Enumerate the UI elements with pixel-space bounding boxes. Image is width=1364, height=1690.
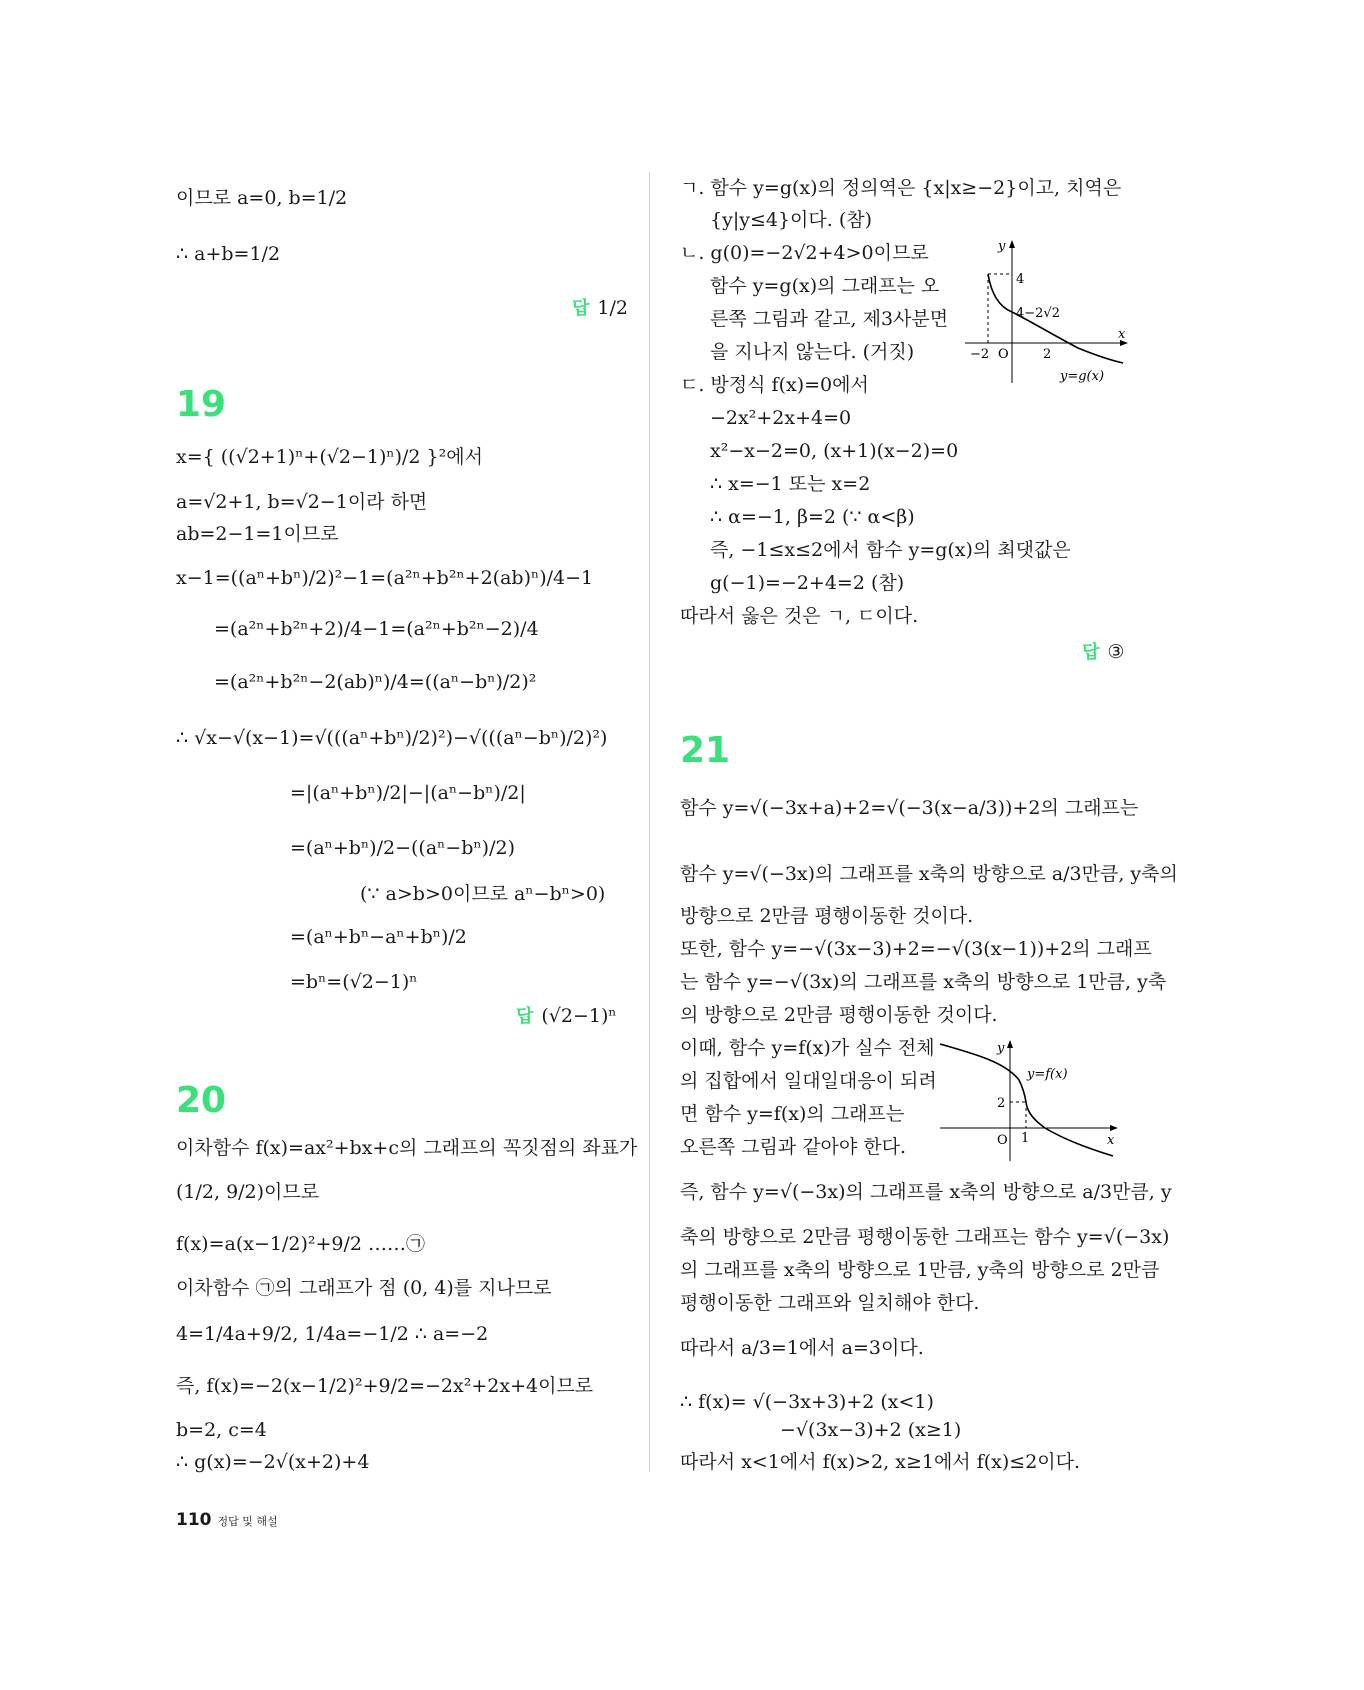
- tick-4m2r2: 4−2√2: [1016, 306, 1060, 321]
- p20-line: 이차함수 ㉠의 그래프가 점 (0, 4)를 지나므로: [176, 1277, 552, 1299]
- p20-line: b=2, c=4: [176, 1419, 267, 1441]
- p19-line: =(a²ⁿ+b²ⁿ+2)/4−1=(a²ⁿ+b²ⁿ−2)/4: [214, 618, 539, 640]
- p20-line: f(x)=a(x−1/2)²+9/2 ……㉠: [176, 1233, 426, 1255]
- p21-line: 즉, 함수 y=√(−3x)의 그래프를 x축의 방향으로 a/3만큼, y: [680, 1181, 1172, 1203]
- p20-cont-line: 른쪽 그림과 같고, 제3사분면: [710, 308, 949, 330]
- problem-number-19: 19: [176, 384, 227, 425]
- p21-line: 함수 y=√(−3x+a)+2=√(−3(x−a/3))+2의 그래프는: [680, 797, 1139, 819]
- p20-cont-line: {y|y≤4}이다. (참): [710, 209, 873, 231]
- graph-g: [960, 238, 1130, 388]
- p20-cont-line: ∴ x=−1 또는 x=2: [710, 473, 871, 495]
- p20-line: 이차함수 f(x)=ax²+bx+c의 그래프의 꼭짓점의 좌표가: [176, 1137, 638, 1159]
- curve-label: y=g(x): [1060, 369, 1105, 384]
- p20-cont-line: ㄴ. g(0)=−2√2+4>0이므로: [680, 242, 929, 264]
- p20-cont-line: ∴ α=−1, β=2 (∵ α<β): [710, 506, 915, 528]
- p21-line: 의 집합에서 일대일대응이 되려: [680, 1070, 937, 1092]
- answer-18: [572, 294, 628, 320]
- answer-tag: 답: [572, 298, 590, 319]
- answer-value: 1/2: [597, 297, 628, 319]
- curve-label: y=f(x): [1027, 1067, 1068, 1082]
- answer-tag: 답: [516, 1006, 534, 1027]
- x-label: x: [1118, 327, 1126, 342]
- p21-line: 따라서 x<1에서 f(x)>2, x≥1에서 f(x)≤2이다.: [680, 1451, 1081, 1473]
- p20-cont-line: g(−1)=−2+4=2 (참): [710, 572, 905, 594]
- intro-line-2: ∴ a+b=1/2: [176, 243, 281, 265]
- p21-line: 오른쪽 그림과 같아야 한다.: [680, 1136, 907, 1158]
- p20-cont-line: 따라서 옳은 것은 ㄱ, ㄷ이다.: [680, 605, 919, 627]
- p21-line: 는 함수 y=−√(3x)의 그래프를 x축의 방향으로 1만큼, y축: [680, 971, 1167, 993]
- p19-line: =(aⁿ+bⁿ−aⁿ+bⁿ)/2: [290, 926, 467, 948]
- y-axis-arrow: [1007, 1040, 1013, 1048]
- p21-line: 또한, 함수 y=−√(3x−3)+2=−√(3(x−1))+2의 그래프: [680, 938, 1152, 960]
- p21-line: 함수 y=√(−3x)의 그래프를 x축의 방향으로 a/3만큼, y축의: [680, 863, 1178, 885]
- intro-line-1: 이므로 a=0, b=1/2: [176, 187, 348, 209]
- y-label: y: [998, 239, 1006, 254]
- x-label: x: [1107, 1133, 1115, 1148]
- p19-line: a=√2+1, b=√2−1이라 하면: [176, 491, 428, 513]
- p20-line: ∴ g(x)=−2√(x+2)+4: [176, 1451, 370, 1473]
- p20-cont-line: −2x²+2x+4=0: [710, 407, 852, 429]
- p21-line: −√(3x−3)+2 (x≥1): [780, 1419, 962, 1441]
- answer-value: (√2−1)ⁿ: [541, 1005, 617, 1027]
- problem-number-21: 21: [680, 730, 731, 771]
- answer-19: [516, 1002, 617, 1028]
- p21-line: 의 그래프를 x축의 방향으로 1만큼, y축의 방향으로 2만큼: [680, 1259, 1160, 1281]
- x-axis-arrow: [1110, 1125, 1118, 1131]
- p20-line: (1/2, 9/2)이므로: [176, 1181, 320, 1203]
- p19-line: =(a²ⁿ+b²ⁿ−2(ab)ⁿ)/4=((aⁿ−bⁿ)/2)²: [214, 671, 537, 693]
- problem-number-20: 20: [176, 1080, 227, 1121]
- tick-4: 4: [1016, 272, 1025, 287]
- y-axis-arrow: [1009, 240, 1015, 248]
- p19-line: ab=2−1=1이므로: [176, 523, 339, 545]
- p20-cont-line: ㄱ. 함수 y=g(x)의 정의역은 {x|x≥−2}이고, 치역은: [680, 177, 1122, 199]
- p20-line: 즉, f(x)=−2(x−1/2)²+9/2=−2x²+2x+4이므로: [176, 1375, 594, 1397]
- answer-value: ③: [1107, 641, 1125, 663]
- p21-line: 방향으로 2만큼 평행이동한 것이다.: [680, 905, 974, 927]
- p19-line: =(aⁿ+bⁿ)/2−((aⁿ−bⁿ)/2): [290, 837, 515, 859]
- column-divider: [649, 172, 650, 1472]
- p20-cont-line: ㄷ. 방정식 f(x)=0에서: [680, 374, 869, 396]
- p20-cont-line: 을 지나지 않는다. (거짓): [710, 341, 915, 363]
- p19-line: =|(aⁿ+bⁿ)/2|−|(aⁿ−bⁿ)/2|: [290, 782, 526, 804]
- p21-line: 면 함수 y=f(x)의 그래프는: [680, 1103, 905, 1125]
- p21-line: 평행이동한 그래프와 일치해야 한다.: [680, 1292, 980, 1314]
- p21-line: 따라서 a/3=1에서 a=3이다.: [680, 1337, 924, 1359]
- origin: O: [997, 1133, 1008, 1148]
- p20-cont-line: x²−x−2=0, (x+1)(x−2)=0: [710, 440, 959, 462]
- p21-line: 축의 방향으로 2만큼 평행이동한 그래프는 함수 y=√(−3x): [680, 1226, 1170, 1248]
- p20-cont-line: 즉, −1≤x≤2에서 함수 y=g(x)의 최댓값은: [710, 539, 1071, 561]
- tick-neg2: −2: [970, 347, 990, 362]
- y-label: y: [997, 1041, 1005, 1056]
- p19-line: x={ ((√2+1)ⁿ+(√2−1)ⁿ)/2 }²에서: [176, 446, 483, 468]
- answer-20: [1082, 638, 1124, 664]
- p21-line: 의 방향으로 2만큼 평행이동한 것이다.: [680, 1004, 998, 1026]
- graph-f: [935, 1036, 1120, 1166]
- page-footer: [176, 1510, 278, 1530]
- p21-line: ∴ f(x)= √(−3x+3)+2 (x<1): [680, 1391, 934, 1413]
- p21-line: 이때, 함수 y=f(x)가 실수 전체: [680, 1037, 935, 1059]
- tick-2: 2: [1043, 347, 1052, 362]
- answer-tag: 답: [1082, 642, 1100, 663]
- p19-line: ∴ √x−√(x−1)=√(((aⁿ+bⁿ)/2)²)−√(((aⁿ−bⁿ)/2)²): [176, 727, 608, 749]
- tick-2: 2: [997, 1096, 1006, 1111]
- p19-line: =bⁿ=(√2−1)ⁿ: [290, 971, 418, 993]
- tick-1: 1: [1021, 1131, 1030, 1146]
- page-number: 110: [176, 1510, 212, 1530]
- p19-line: x−1=((aⁿ+bⁿ)/2)²−1=(a²ⁿ+b²ⁿ+2(ab)ⁿ)/4−1: [176, 567, 594, 589]
- section-label: 정답 및 해설: [217, 1515, 278, 1528]
- p19-line: (∵ a>b>0이므로 aⁿ−bⁿ>0): [360, 883, 606, 905]
- origin: O: [998, 347, 1009, 362]
- p20-cont-line: 함수 y=g(x)의 그래프는 오: [710, 275, 940, 297]
- p20-line: 4=1/4a+9/2, 1/4a=−1/2 ∴ a=−2: [176, 1323, 489, 1345]
